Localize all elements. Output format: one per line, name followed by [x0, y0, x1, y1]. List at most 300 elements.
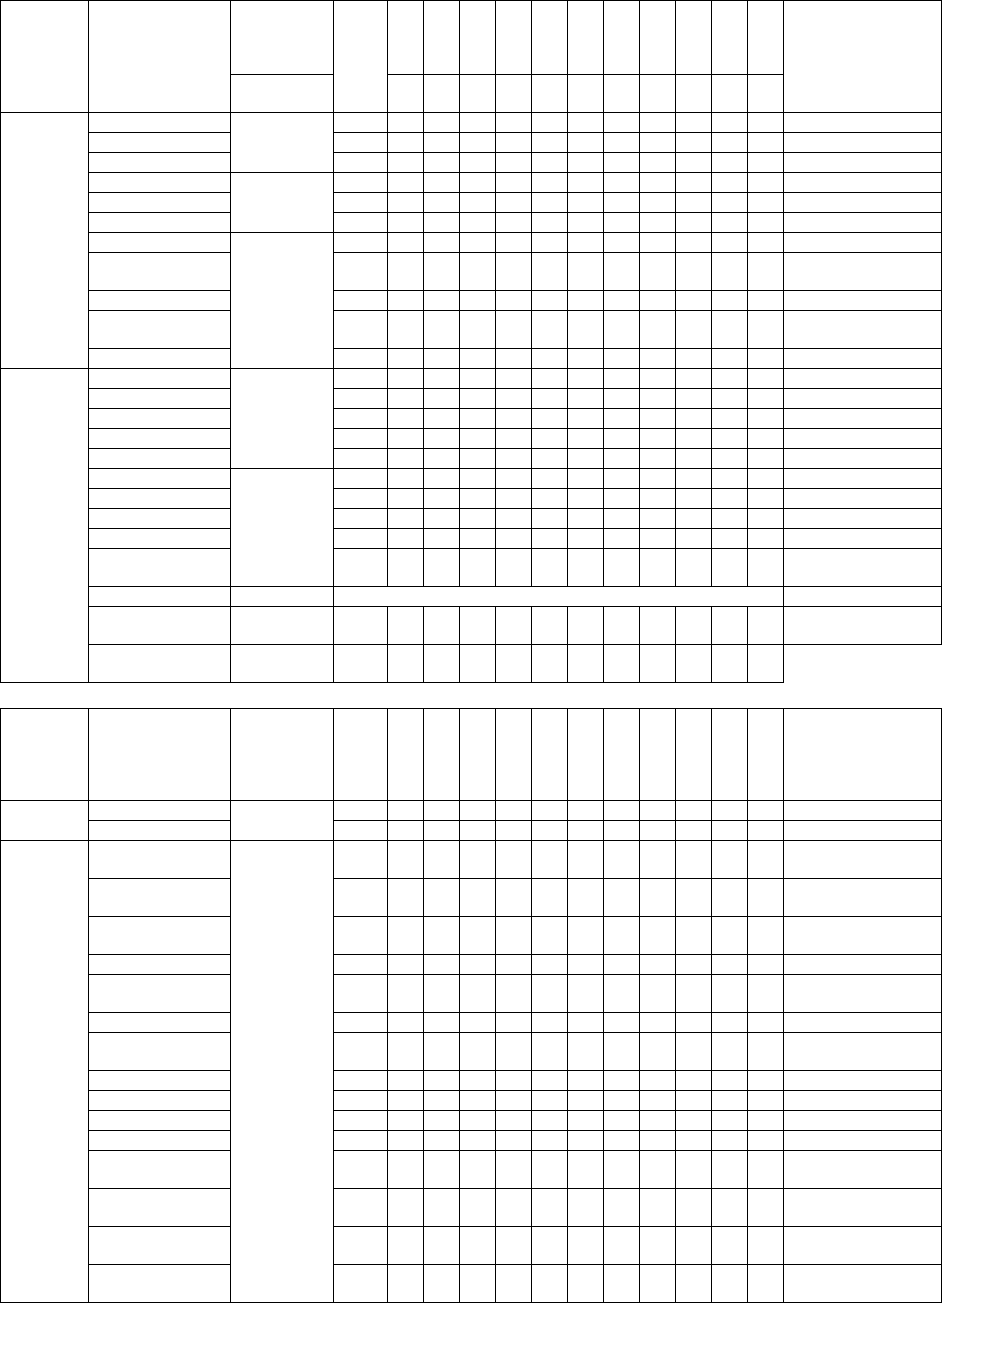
table-cell — [712, 369, 748, 389]
table-cell — [424, 879, 460, 917]
table-cell — [334, 955, 388, 975]
table-cell — [334, 193, 388, 213]
category-cell — [231, 607, 334, 645]
note-cell — [784, 529, 942, 549]
table-cell — [604, 821, 640, 841]
table-cell — [532, 607, 568, 645]
table-cell — [532, 801, 568, 821]
table-cell — [460, 879, 496, 917]
table-cell — [496, 369, 532, 389]
table-cell — [568, 917, 604, 955]
header-cell — [388, 1, 424, 75]
table-cell — [640, 1227, 676, 1265]
table-cell — [748, 193, 784, 213]
table-cell — [334, 469, 388, 489]
table-cell — [604, 1071, 640, 1091]
header-cell — [604, 1, 640, 75]
item-cell — [89, 1189, 231, 1227]
table-cell — [604, 1091, 640, 1111]
table-cell — [424, 113, 460, 133]
table-row — [1, 879, 942, 917]
table-cell — [532, 1151, 568, 1189]
table-cell — [712, 821, 748, 841]
table-cell — [460, 449, 496, 469]
category-cell — [231, 801, 334, 841]
table-cell — [424, 311, 460, 349]
header-cell — [640, 709, 676, 801]
table-cell — [424, 1131, 460, 1151]
table-cell — [388, 389, 424, 409]
item-cell — [89, 509, 231, 529]
table-cell — [568, 311, 604, 349]
table-cell — [334, 133, 388, 153]
table-cell — [604, 955, 640, 975]
table-cell — [604, 1111, 640, 1131]
table-cell — [388, 1071, 424, 1091]
table-cell — [424, 801, 460, 821]
table-cell — [460, 955, 496, 975]
table-cell — [748, 1033, 784, 1071]
table-cell — [712, 1227, 748, 1265]
table-cell — [334, 879, 388, 917]
table-cell — [676, 133, 712, 153]
table-cell — [604, 645, 640, 683]
table-cell — [712, 549, 748, 587]
table-cell — [712, 841, 748, 879]
table-row — [1, 113, 942, 133]
table-cell — [568, 529, 604, 549]
header-cell — [532, 1, 568, 75]
note-cell — [784, 489, 942, 509]
table-cell — [676, 607, 712, 645]
table-cell — [604, 1265, 640, 1303]
header-cell — [568, 1, 604, 75]
header-cell — [460, 709, 496, 801]
table-cell — [424, 213, 460, 233]
table-cell — [460, 233, 496, 253]
table-row — [1, 1091, 942, 1111]
blank-grid-table-1 — [0, 0, 942, 683]
table-cell — [640, 449, 676, 469]
table-cell — [388, 975, 424, 1013]
table-cell — [712, 607, 748, 645]
table-cell — [496, 607, 532, 645]
table-cell — [712, 469, 748, 489]
table-cell — [640, 549, 676, 587]
table-cell — [496, 821, 532, 841]
header-cell — [568, 709, 604, 801]
table-cell — [604, 389, 640, 409]
table-cell — [460, 153, 496, 173]
table-cell — [532, 291, 568, 311]
table-cell — [640, 409, 676, 429]
item-cell — [89, 349, 231, 369]
table-cell — [748, 113, 784, 133]
table-cell — [388, 489, 424, 509]
table-cell — [460, 1265, 496, 1303]
table-row — [1, 1189, 942, 1227]
table-row — [1, 389, 942, 409]
note-cell — [784, 213, 942, 233]
table-cell — [712, 1013, 748, 1033]
note-cell — [784, 173, 942, 193]
table-cell — [568, 173, 604, 193]
table-cell — [532, 841, 568, 879]
table-cell — [496, 233, 532, 253]
table-cell — [568, 509, 604, 529]
table-cell — [676, 1033, 712, 1071]
header-cell — [231, 1, 334, 75]
header-cell — [604, 709, 640, 801]
table-cell — [532, 1111, 568, 1131]
table-cell — [532, 489, 568, 509]
header-cell — [334, 709, 388, 801]
note-cell — [784, 1071, 942, 1091]
header-cell — [424, 1, 460, 75]
category-cell — [231, 469, 334, 587]
note-cell — [784, 291, 942, 311]
table-cell — [676, 801, 712, 821]
table-cell — [388, 233, 424, 253]
table-cell — [460, 801, 496, 821]
table-cell — [388, 529, 424, 549]
table-cell — [424, 1227, 460, 1265]
table-cell — [532, 955, 568, 975]
table-cell — [334, 213, 388, 233]
table-cell — [388, 291, 424, 311]
table-cell — [640, 529, 676, 549]
table-cell — [460, 1131, 496, 1151]
table-cell — [388, 1013, 424, 1033]
table-cell — [676, 975, 712, 1013]
blank-grid-table-2 — [0, 708, 942, 1303]
table-cell — [388, 549, 424, 587]
table-cell — [334, 233, 388, 253]
table-cell — [640, 1131, 676, 1151]
table-cell — [568, 1111, 604, 1131]
table-cell — [640, 213, 676, 233]
table-cell — [568, 389, 604, 409]
table-cell — [748, 529, 784, 549]
table-cell — [334, 529, 388, 549]
header-cell — [1, 1, 89, 113]
table-cell — [496, 389, 532, 409]
table-cell — [712, 173, 748, 193]
table-cell — [568, 1071, 604, 1091]
table-cell — [604, 549, 640, 587]
category-cell — [231, 369, 334, 469]
header-row — [1, 709, 942, 801]
note-cell — [784, 449, 942, 469]
table-cell — [712, 1189, 748, 1227]
note-cell — [784, 349, 942, 369]
table-cell — [748, 213, 784, 233]
table-cell — [460, 1091, 496, 1111]
note-cell — [784, 509, 942, 529]
table-cell — [640, 607, 676, 645]
table-cell — [640, 291, 676, 311]
note-cell — [784, 113, 942, 133]
table-cell — [334, 291, 388, 311]
table-cell — [604, 879, 640, 917]
table-cell — [640, 153, 676, 173]
table-cell — [640, 821, 676, 841]
table-row — [1, 369, 942, 389]
table-cell — [388, 1151, 424, 1189]
table-cell — [568, 349, 604, 369]
item-cell — [89, 1151, 231, 1189]
header-cell — [712, 75, 748, 113]
table-cell — [424, 1151, 460, 1189]
table-row — [1, 587, 942, 607]
table-cell — [388, 173, 424, 193]
table-cell — [532, 975, 568, 1013]
table-row — [1, 253, 942, 291]
table-cell — [334, 349, 388, 369]
table-cell — [568, 153, 604, 173]
table-cell — [334, 311, 388, 349]
table-cell — [568, 821, 604, 841]
table-cell — [334, 645, 388, 683]
item-cell — [89, 213, 231, 233]
note-cell — [784, 253, 942, 291]
table-cell — [676, 879, 712, 917]
note-cell — [784, 1033, 942, 1071]
header-cell — [424, 75, 460, 113]
table-cell — [604, 801, 640, 821]
table-cell — [460, 253, 496, 291]
table-cell — [388, 133, 424, 153]
table-cell — [388, 113, 424, 133]
table-cell — [424, 1111, 460, 1131]
table-cell — [712, 233, 748, 253]
table-cell — [460, 645, 496, 683]
table-cell — [424, 253, 460, 291]
table-cell — [604, 917, 640, 955]
table-cell — [334, 173, 388, 193]
table-cell — [748, 509, 784, 529]
table-cell — [712, 429, 748, 449]
table-cell — [748, 311, 784, 349]
table-cell — [676, 349, 712, 369]
table-cell — [640, 489, 676, 509]
table-cell — [568, 369, 604, 389]
table-cell — [604, 449, 640, 469]
note-cell — [784, 1013, 942, 1033]
table-cell — [676, 449, 712, 469]
note-cell — [784, 587, 942, 607]
table-cell — [424, 409, 460, 429]
header-cell — [532, 709, 568, 801]
table-cell — [496, 549, 532, 587]
table-cell — [568, 1033, 604, 1071]
table-cell — [388, 1111, 424, 1131]
table-cell — [496, 153, 532, 173]
table-cell — [748, 549, 784, 587]
table-cell — [748, 1131, 784, 1151]
table-cell — [532, 153, 568, 173]
note-cell — [784, 389, 942, 409]
table-cell — [748, 955, 784, 975]
table-cell — [712, 153, 748, 173]
table-cell — [568, 409, 604, 429]
table-cell — [676, 917, 712, 955]
table-cell — [334, 1111, 388, 1131]
table-cell — [568, 1151, 604, 1189]
table-cell — [640, 917, 676, 955]
table-cell — [568, 1091, 604, 1111]
header-cell — [231, 709, 334, 801]
table-cell — [496, 955, 532, 975]
category-cell — [231, 173, 334, 233]
table-cell — [460, 469, 496, 489]
table-row — [1, 841, 942, 879]
note-cell — [784, 879, 942, 917]
header-cell — [89, 709, 231, 801]
note-cell — [784, 917, 942, 955]
table-cell — [640, 349, 676, 369]
table-row — [1, 1151, 942, 1189]
table-row — [1, 1227, 942, 1265]
table-cell — [460, 917, 496, 955]
header-cell — [712, 1, 748, 75]
table-cell — [712, 253, 748, 291]
table-cell — [388, 409, 424, 429]
table-row — [1, 311, 942, 349]
table-cell — [334, 449, 388, 469]
table-cell — [460, 1033, 496, 1071]
note-cell — [784, 469, 942, 489]
table-cell — [748, 607, 784, 645]
header-cell — [532, 75, 568, 113]
item-cell — [89, 1131, 231, 1151]
table-cell — [676, 469, 712, 489]
note-cell — [784, 1151, 942, 1189]
table-cell — [604, 349, 640, 369]
table-cell — [334, 153, 388, 173]
table-cell — [460, 213, 496, 233]
item-cell — [89, 173, 231, 193]
table-cell — [748, 349, 784, 369]
item-cell — [89, 389, 231, 409]
table-cell — [334, 801, 388, 821]
table-cell — [496, 645, 532, 683]
table-cell — [532, 233, 568, 253]
category-cell — [231, 841, 334, 1303]
table-cell — [676, 1189, 712, 1227]
table-row — [1, 429, 942, 449]
table-cell — [712, 1033, 748, 1071]
table-cell — [424, 1013, 460, 1033]
table-cell — [532, 311, 568, 349]
table-cell — [568, 489, 604, 509]
table-row — [1, 955, 942, 975]
table-cell — [424, 549, 460, 587]
table-cell — [604, 841, 640, 879]
category-cell — [231, 587, 334, 607]
table-cell — [748, 1071, 784, 1091]
table-row — [1, 801, 942, 821]
table-cell — [424, 489, 460, 509]
table-cell — [334, 1227, 388, 1265]
table-cell — [334, 369, 388, 389]
table-cell — [748, 1111, 784, 1131]
table-cell — [532, 469, 568, 489]
table-cell — [748, 975, 784, 1013]
table-cell — [532, 1131, 568, 1151]
table-cell — [604, 193, 640, 213]
table-cell — [748, 389, 784, 409]
table-cell — [388, 801, 424, 821]
item-cell — [89, 975, 231, 1013]
table-cell — [676, 369, 712, 389]
table-cell — [460, 429, 496, 449]
table-cell — [568, 549, 604, 587]
table-row — [1, 153, 942, 173]
table-cell — [334, 409, 388, 429]
item-cell — [89, 193, 231, 213]
table-cell — [604, 409, 640, 429]
table-cell — [712, 389, 748, 409]
note-cell — [784, 233, 942, 253]
header-cell — [712, 709, 748, 801]
table-cell — [712, 801, 748, 821]
item-cell — [89, 1111, 231, 1131]
table-cell — [496, 133, 532, 153]
table-cell — [388, 645, 424, 683]
header-cell — [334, 1, 388, 113]
table-cell — [388, 213, 424, 233]
table-cell — [676, 213, 712, 233]
table-cell — [748, 469, 784, 489]
header-cell — [388, 709, 424, 801]
item-cell — [89, 587, 231, 607]
table-cell — [748, 1151, 784, 1189]
header-cell — [676, 709, 712, 801]
table-cell — [532, 917, 568, 955]
table-cell — [532, 213, 568, 233]
table-cell — [748, 449, 784, 469]
table-cell — [388, 1131, 424, 1151]
table-cell — [496, 841, 532, 879]
table-cell — [496, 1071, 532, 1091]
table-row — [1, 549, 942, 587]
table-cell — [568, 233, 604, 253]
item-cell — [89, 1091, 231, 1111]
table-cell — [532, 529, 568, 549]
header-row — [1, 1, 942, 75]
table-cell — [424, 1071, 460, 1091]
table-cell — [424, 841, 460, 879]
table-cell — [334, 1151, 388, 1189]
table-row — [1, 607, 942, 645]
table-cell — [424, 429, 460, 449]
table-cell — [748, 153, 784, 173]
table-cell — [748, 429, 784, 449]
table-cell — [334, 389, 388, 409]
table-cell — [496, 1151, 532, 1189]
table-cell — [388, 509, 424, 529]
table-cell — [712, 1111, 748, 1131]
item-cell — [89, 133, 231, 153]
item-cell — [89, 429, 231, 449]
merged-cell — [334, 587, 784, 607]
table-cell — [388, 1189, 424, 1227]
table-cell — [424, 233, 460, 253]
table-cell — [460, 133, 496, 153]
table-cell — [532, 1265, 568, 1303]
table-cell — [604, 529, 640, 549]
